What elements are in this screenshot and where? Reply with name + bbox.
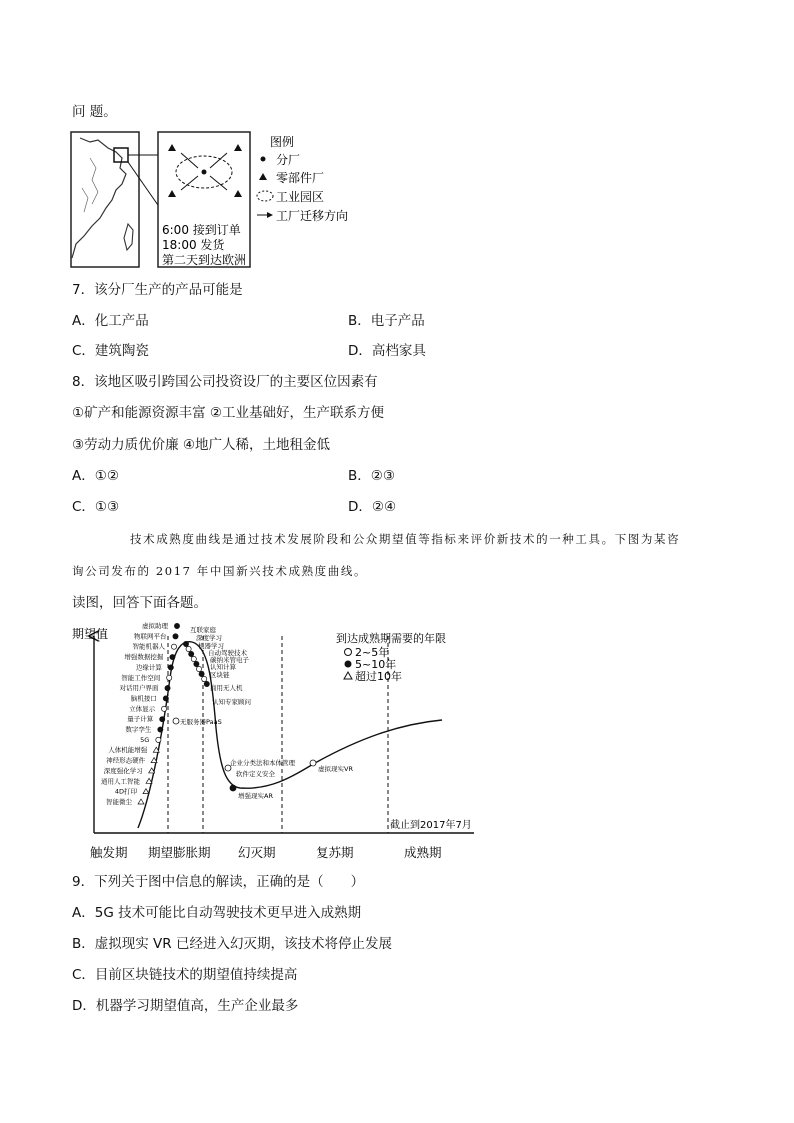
legend-entry-5-10: 5~10年 bbox=[355, 658, 397, 671]
q7-option-d[interactable]: D．高档家具 bbox=[348, 343, 426, 359]
y-axis-label: 期望值 bbox=[72, 627, 109, 641]
tech-label-vr: 虚拟现实VR bbox=[318, 765, 353, 773]
circle-marker bbox=[171, 644, 176, 649]
circle-marker bbox=[310, 760, 316, 766]
tech-label-peak: 深度学习 bbox=[196, 634, 222, 642]
phase-plateau: 成熟期 bbox=[404, 845, 442, 860]
q9-option-b[interactable]: B．虚拟现实 VR 已经进入幻灭期，该技术将停止发展 bbox=[72, 936, 392, 952]
legend-entry-10plus: 超过10年 bbox=[355, 670, 402, 683]
legend-title: 图例 bbox=[270, 135, 295, 149]
inset-line-1: 6:00 接到订单 bbox=[162, 223, 241, 237]
q8-items-2: ③劳动力质优价廉 ④地广人稀，土地租金低 bbox=[72, 437, 330, 453]
legend-title: 到达成熟期需要的年限 bbox=[336, 632, 446, 645]
tech-label-rising: 边缘计算 bbox=[135, 663, 162, 672]
tech-label-rising: 对话用户界面 bbox=[119, 684, 159, 693]
q7-option-a[interactable]: A．化工产品 bbox=[72, 313, 149, 329]
rising-tech-labels bbox=[101, 621, 168, 806]
tech-label-rising: 通用人工智能 bbox=[101, 777, 141, 786]
passage-line-2: 询公司发布的 2017 年中国新兴技术成熟度曲线。 bbox=[72, 564, 368, 578]
tech-label-peak: 认知计算 bbox=[210, 663, 236, 671]
tech-label-rising: 量子计算 bbox=[127, 715, 154, 724]
inset-line-2: 18:00 发货 bbox=[162, 238, 225, 252]
peak-tech-labels bbox=[190, 625, 252, 706]
circle-marker bbox=[168, 665, 173, 670]
intro-tail: 问 题。 bbox=[72, 104, 117, 120]
legend-item-migration: 工厂迁移方向 bbox=[276, 209, 349, 223]
circle-marker bbox=[194, 661, 199, 666]
q9-option-d[interactable]: D．机器学习期望值高，生产企业最多 bbox=[72, 998, 299, 1014]
branch-factory-dot bbox=[202, 170, 207, 175]
circle-marker bbox=[202, 676, 207, 681]
circle-marker bbox=[174, 623, 179, 628]
legend-item-branch: 分厂 bbox=[276, 153, 301, 167]
tech-label-rising: 智能微尘 bbox=[106, 798, 132, 806]
circle-marker bbox=[230, 785, 236, 791]
tech-label-rising: 智能机器人 bbox=[132, 642, 165, 651]
q8-option-a[interactable]: A．①② bbox=[72, 468, 119, 484]
map-figure bbox=[70, 128, 370, 273]
circle-marker bbox=[189, 651, 194, 656]
q7-stem: 7．该分厂生产的产品可能是 bbox=[72, 282, 243, 298]
legend-item-parts: 零部件厂 bbox=[276, 171, 325, 185]
circle-marker bbox=[191, 656, 196, 661]
tech-label-rising: 虚拟助理 bbox=[142, 622, 168, 630]
tech-label-rising: 人体机能增强 bbox=[108, 746, 148, 755]
q8-option-b[interactable]: B．②③ bbox=[348, 468, 395, 484]
tech-label-rising: 神经形态硬件 bbox=[106, 756, 146, 765]
date-note: 截止到2017年7月 bbox=[390, 820, 472, 831]
tech-label-rising: 数字孪生 bbox=[125, 725, 152, 734]
circle-marker bbox=[196, 666, 201, 671]
circle-marker bbox=[170, 654, 175, 659]
circle-marker bbox=[160, 717, 165, 722]
q8-items-1: ①矿产和能源资源丰富 ②工业基础好，生产联系方便 bbox=[72, 405, 384, 421]
q9-option-c[interactable]: C．目前区块链技术的期望值持续提高 bbox=[72, 967, 298, 983]
circle-marker bbox=[165, 686, 170, 691]
phase-peak: 期望膨胀期 bbox=[148, 845, 211, 860]
legend-triangle-icon bbox=[344, 672, 352, 679]
tech-label-peak: 互联家庭 bbox=[190, 626, 216, 634]
q8-stem: 8．该地区吸引跨国公司投资设厂的主要区位因素有 bbox=[72, 374, 378, 390]
circle-marker bbox=[173, 718, 179, 724]
q8-option-c[interactable]: C．①③ bbox=[72, 499, 120, 515]
q7-option-b[interactable]: B．电子产品 bbox=[348, 313, 425, 329]
legend-triangle-icon bbox=[259, 173, 267, 180]
circle-marker bbox=[163, 696, 168, 701]
tech-label-rising: 物联网平台 bbox=[134, 632, 167, 641]
q8-option-d[interactable]: D．②④ bbox=[348, 499, 397, 515]
tech-label-peak: 区块链 bbox=[210, 671, 230, 679]
triangle-marker bbox=[138, 799, 144, 804]
tech-label-peak: 商用无人机 bbox=[210, 684, 243, 692]
circle-marker bbox=[167, 675, 172, 680]
tech-label-peak: 认知专家顾问 bbox=[212, 698, 251, 706]
hype-cycle-chart bbox=[70, 618, 480, 870]
tech-label-rising: 深度强化学习 bbox=[103, 766, 143, 775]
tech-label-ar: 增强现实AR bbox=[238, 792, 273, 800]
tech-label-rising: 脑机接口 bbox=[130, 694, 157, 703]
circle-marker bbox=[161, 706, 166, 711]
q7-option-c[interactable]: C．建筑陶瓷 bbox=[72, 343, 149, 359]
tech-label-serverless: 无服务器PaaS bbox=[180, 718, 222, 726]
q9-option-a[interactable]: A．5G 技术可能比自动驾驶技术更早进入成熟期 bbox=[72, 905, 362, 921]
legend-ellipse-icon bbox=[257, 191, 273, 201]
circle-marker bbox=[186, 646, 191, 651]
circle-marker bbox=[158, 727, 163, 732]
legend-dot-icon bbox=[261, 157, 266, 162]
circle-marker bbox=[183, 641, 188, 646]
tech-label-rising: 增强数据挖掘 bbox=[124, 653, 164, 662]
tech-label-rising: 智能工作空间 bbox=[121, 673, 161, 682]
legend-open-circle-icon bbox=[345, 649, 352, 656]
legend-filled-circle-icon bbox=[345, 661, 352, 668]
tech-label-rising: 4D打印 bbox=[114, 787, 137, 796]
circle-marker bbox=[173, 634, 178, 639]
triangle-marker bbox=[143, 789, 149, 794]
circle-marker bbox=[156, 737, 161, 742]
legend-arrowhead-icon bbox=[267, 212, 273, 218]
tech-label-rising: 立体显示 bbox=[129, 704, 156, 713]
q9-stem: 9．下列关于图中信息的解读，正确的是（ ） bbox=[72, 874, 365, 890]
legend-entry-2-5: 2~5年 bbox=[355, 646, 390, 659]
tech-label-taxonomy: 企业分类法和本体管理 bbox=[230, 759, 295, 767]
inset-line-3: 第二天到达欧洲 bbox=[162, 253, 247, 267]
tech-label-peak: 机器学习 bbox=[198, 642, 224, 650]
circle-marker bbox=[199, 671, 204, 676]
phase-slope: 复苏期 bbox=[316, 845, 354, 860]
tech-label-rising: 5G bbox=[140, 735, 150, 744]
tech-label-peak: 碳纳米管电子 bbox=[210, 656, 249, 664]
phase-trough: 幻灭期 bbox=[238, 845, 276, 860]
circle-marker bbox=[204, 681, 209, 686]
tech-label-sds: 软件定义安全 bbox=[236, 770, 275, 778]
phase-trigger: 触发期 bbox=[90, 845, 128, 860]
passage-line-1: 技术成熟度曲线是通过技术发展阶段和公众期望值等指标来评价新技术的一种工具。下图为某咨 bbox=[130, 532, 681, 546]
tech-label-peak: 自动驾驶技术 bbox=[208, 649, 247, 657]
passage-instruction: 读图，回答下面各题。 bbox=[72, 595, 207, 611]
legend-item-park: 工业园区 bbox=[276, 190, 325, 204]
